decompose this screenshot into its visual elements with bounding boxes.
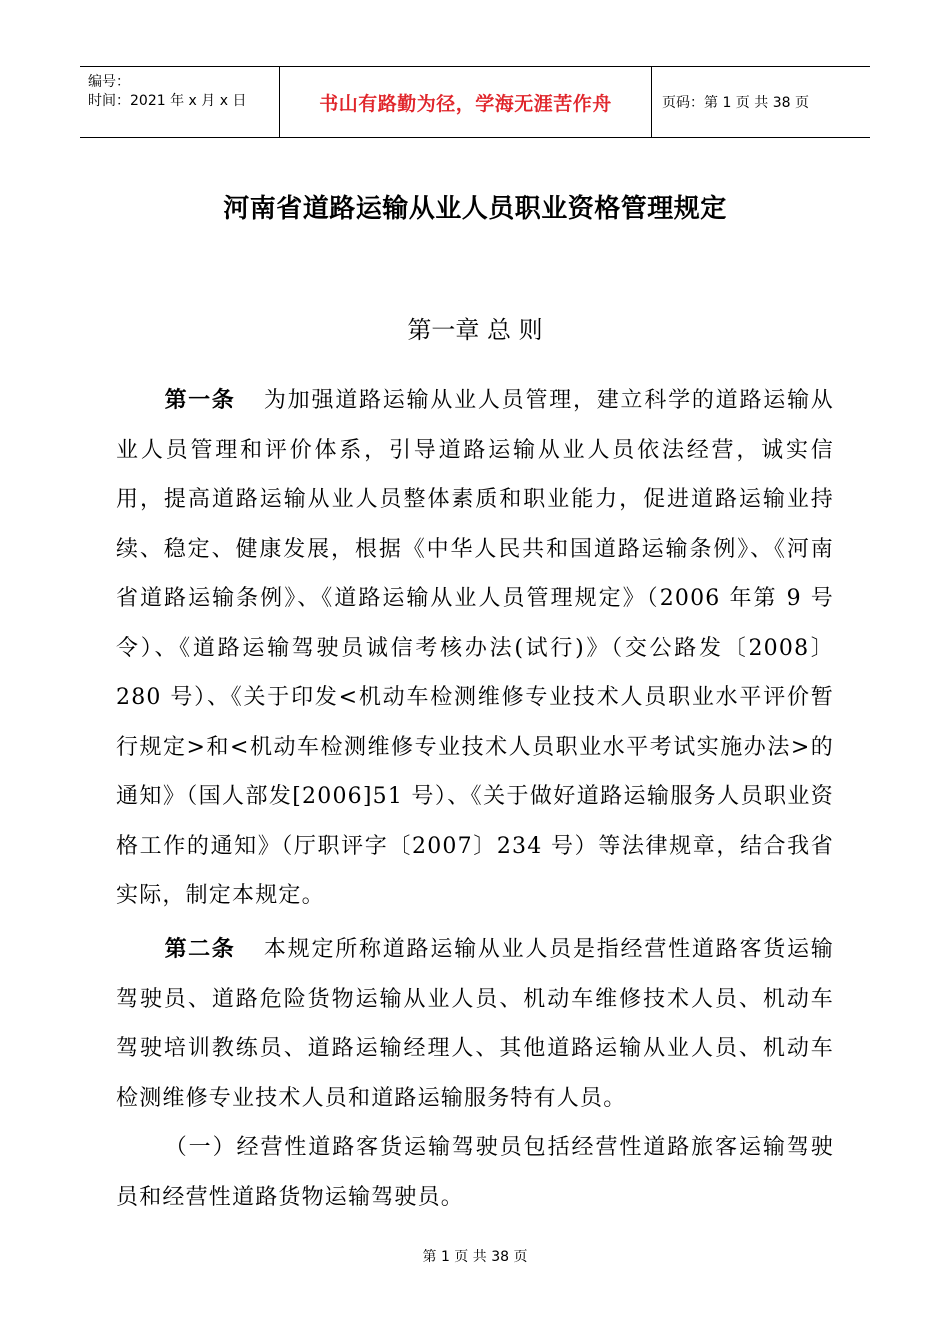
header-page-info: 页码：第 1 页 共 38 页	[662, 95, 809, 111]
chapter-heading: 第一章 总 则	[407, 316, 543, 344]
article-2-text: 本规定所称道路运输从业人员是指经营性道路客货运输驾驶员、道路危险货物运输从业人员、机动车维修技术人员、机动车驾驶培训教练员、道路运输经理人、其他道路运输从业人员、机动车检测维修专业技术人员和道路运输服务特有人员。	[116, 937, 834, 1111]
header-number: 编号：	[88, 74, 130, 90]
article-2-lead: 第二条	[164, 937, 236, 962]
article-2	[116, 925, 834, 1123]
header-motto: 书山有路勤为径，学海无涯苦作舟	[280, 67, 652, 137]
header-meta	[80, 67, 280, 137]
document-header	[80, 66, 870, 138]
page-footer: 第 1 页 共 38 页	[422, 1249, 528, 1265]
article-1	[116, 376, 834, 921]
article-1-text: 为加强道路运输从业人员管理，建立科学的道路运输从业人员管理和评价体系，引导道路运输从业人员依法经营，诚实信用，提高道路运输从业人员整体素质和职业能力，促进道路运输业持续、稳定、健康发展，根据《中华人民共和国道路运输条例》、《河南省道路运输条例》、《道路运输从业人员管理规定》（2006 年第 9 号令）、《道路运输驾驶员诚信考核办法(试行)》（交公路发〔2008〕280 号）、《关于印发<机动车检测维修专业技术人员职业水平评价暂行规定>和<机动车检测维修专业技术人员职业水平考试实施办法>的通知》（国人部发[2006]51 号）、《关于做好道路运输服务人员职业资格工作的通知》（厅职评字〔2007〕234 号）等法律规章，结合我省实际，制定本规定。	[116, 388, 834, 908]
document-title: 河南省道路运输从业人员职业资格管理规定	[223, 194, 727, 224]
header-date: 时间：2021 年 x 月 x 日	[88, 93, 247, 109]
item-1-text: （一）经营性道路客货运输驾驶员包括经营性道路旅客运输驾驶员和经营性道路货物运输驾驶员。	[116, 1135, 834, 1210]
article-1-lead: 第一条	[164, 388, 236, 413]
article-2-item-1	[116, 1123, 834, 1222]
